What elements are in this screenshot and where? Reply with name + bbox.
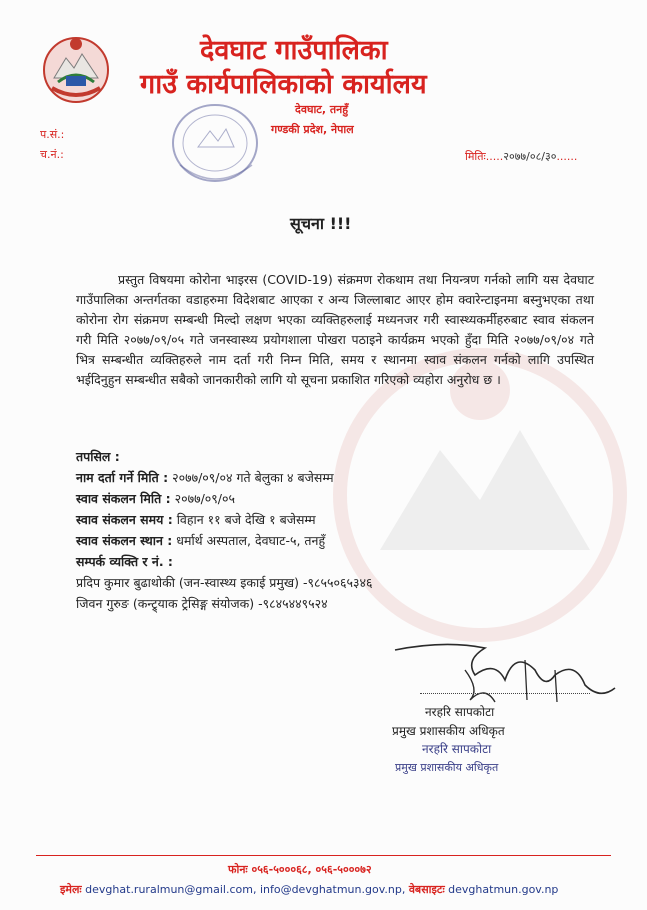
date-value: २०७७/०८/३०: [503, 150, 557, 163]
notice-paragraph-text: प्रस्तुत विषयमा कोरोना भाइरस (COVID-19) संक्रमण रोकथाम तथा नियन्त्रण गर्नको लागि यस देवघाट गाउँपालिका अन्तर्गतका वडाहरुमा विदेशबाट आएका र अन्य जिल्लाबाट आएर होम क्वारेन्टाइनमा बस्नुभएका तथा कोरोना रोग संक्रमण सम्बन्धी मिल्दो लक्षण भएका व्यक्तिहरुलाई मध्यनजर गरी स्वास्थ्यकर्मीहरुबाट स्वाव संकलन गरी मिति २०७७/०९/०५ गते जनस्वास्थ्य प्रयोगशाला पोखरा पठाइने कार्यक्रम भएको हुँदा मिति २०७७/०९/०४ गते भित्र सम्बन्धीत व्यक्तिहरुले नाम दर्ता गरी निम्न मिति, समय र स्थानमा स्वाव संकलन गर्नको लागि उपस्थित भईदिनुहुन सम्बन्धीत सबैको जानकारीको लागि यो सूचना प्रकाशित गरिएको व्यहोरा अनुरोध छ ।: [76, 272, 594, 387]
contact-heading: सम्पर्क व्यक्ति र नं. :: [76, 554, 173, 569]
details-heading: तपसिल :: [76, 449, 120, 464]
footer-phone: फोनः ०५६-५०००६८, ०५६-५०००७२: [228, 863, 372, 876]
stamp-signatory-designation: प्रमुख प्रशासकीय अधिकृत: [395, 761, 499, 774]
footer-emails[interactable]: devghat.ruralmun@gmail.com, info@devghatmun.gov.np,: [85, 883, 406, 896]
notice-paragraph: [76, 270, 594, 390]
detail-label: स्वाव संकलन मिति :: [76, 491, 171, 506]
detail-label: स्वाव संकलन स्थान :: [76, 533, 173, 548]
office-address-line1: देवघाट, तनहुँ: [295, 103, 349, 116]
footer-website[interactable]: devghatmun.gov.np: [448, 883, 559, 896]
date-label: मितिः: [465, 150, 486, 163]
office-title-line1: देवघाट गाउँपालिका: [200, 35, 388, 66]
detail-value: धर्मार्थ अस्पताल, देवघाट-५, तनहुँ: [176, 533, 326, 548]
contact-row: प्रदिप कुमार बुढाथोकी (जन-स्वास्थ्य इकाई प्रमुख) -९८५५०६५३४६: [76, 575, 373, 590]
signatory-designation: प्रमुख प्रशासकीय अधिकृत: [392, 724, 505, 738]
detail-value: २०७७/०९/०५: [174, 491, 236, 506]
signature-line: [420, 693, 590, 694]
detail-label: स्वाव संकलन समय :: [76, 512, 173, 527]
detail-value: २०७७/०९/०४ गते बेलुका ४ बजेसम्म: [172, 470, 334, 485]
stamp-signatory-name: नरहरि सापकोटा: [422, 742, 492, 756]
signatory-name: नरहरि सापकोटा: [425, 705, 495, 719]
detail-row: [76, 509, 596, 530]
letter-number-label: प.सं.:: [40, 128, 65, 141]
document-date: मितिः.....२०७७/०८/३०......: [465, 150, 578, 163]
dispatch-number-label: च.नं.:: [40, 148, 64, 161]
website-label: वेबसाइटः: [408, 883, 445, 896]
detail-value: विहान ११ बजे देखि १ बजेसम्म: [176, 512, 316, 527]
notice-details: [76, 446, 596, 614]
email-label: इमेलः: [60, 883, 82, 896]
detail-row: [76, 488, 596, 509]
footer-divider: [36, 855, 611, 856]
detail-row: [76, 530, 596, 551]
office-address-line2: गण्डकी प्रदेश, नेपाल: [271, 123, 354, 136]
footer-contact: [60, 882, 558, 897]
detail-row: [76, 467, 596, 488]
contact-row: जिवन गुरुङ (कन्ट्र्याक ट्रेसिङ्ग संयोजक) -९८४५४४९५२४: [76, 596, 328, 611]
office-stamp-icon: [160, 95, 270, 195]
notice-heading: सूचना !!!: [290, 214, 352, 233]
detail-label: नाम दर्ता गर्ने मिति :: [76, 470, 169, 485]
office-title-line2: गाउँ कार्यपालिकाको कार्यालय: [140, 69, 427, 100]
nepal-emblem-icon: [40, 32, 112, 104]
